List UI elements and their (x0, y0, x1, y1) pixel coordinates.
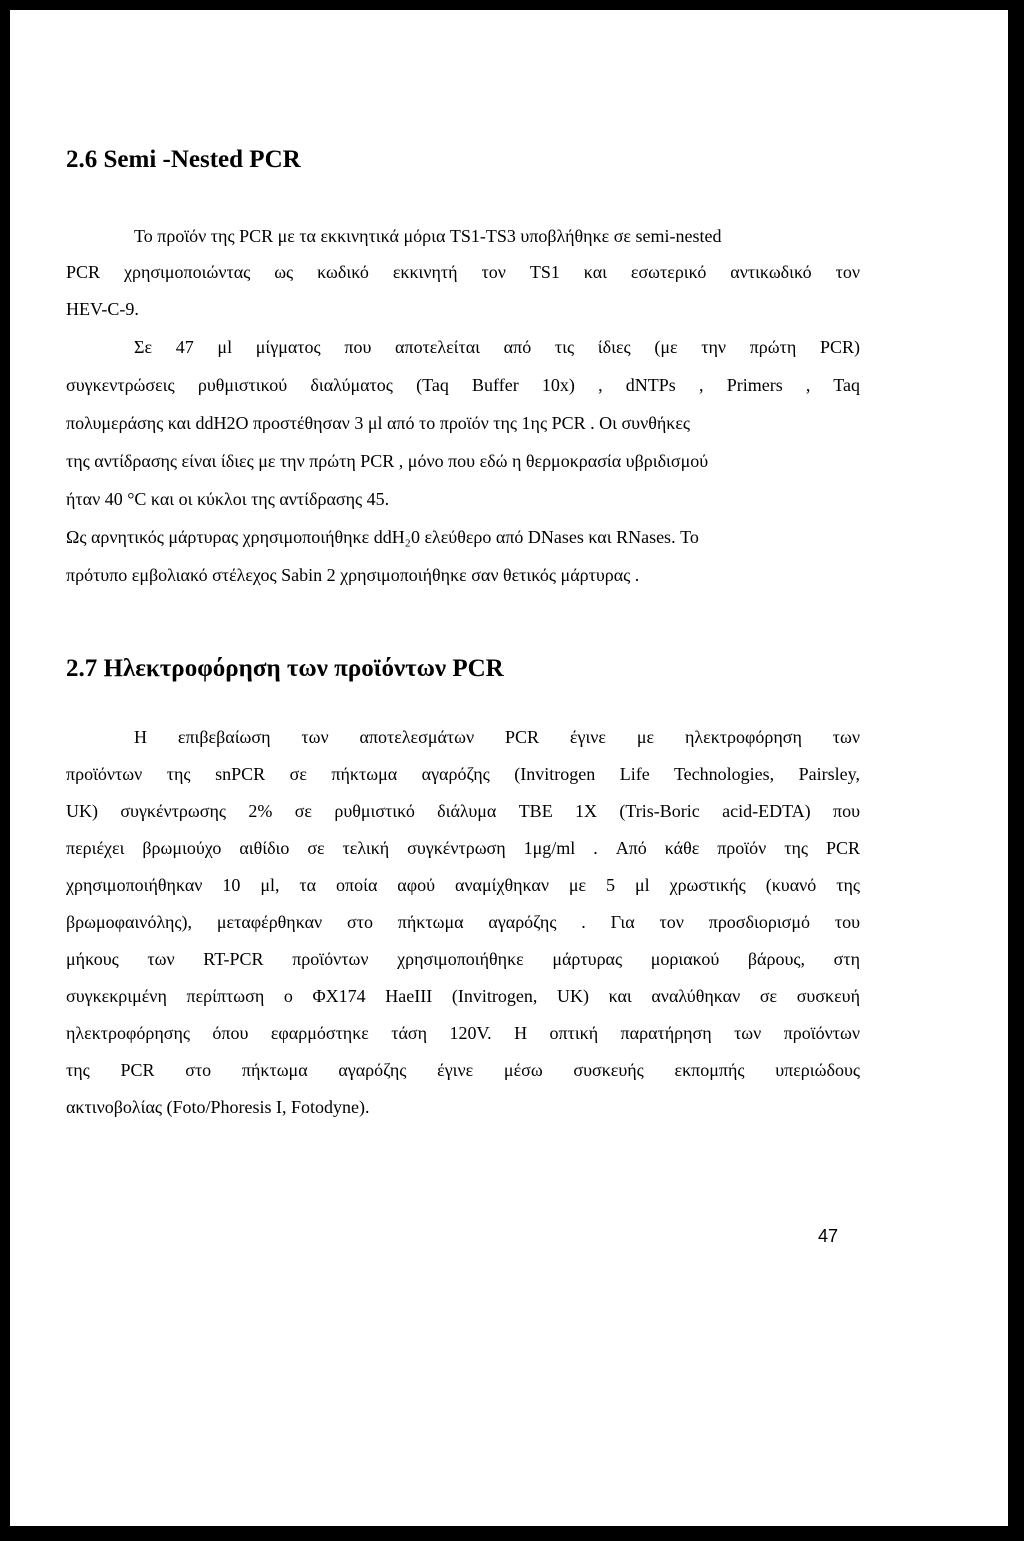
section-heading-2-6: 2.6 Semi -Nested PCR (66, 146, 301, 173)
paragraph-line: συγκεκριμένη περίπτωση ο ΦΧ174 HaeIII (Invitrogen, UK) και αναλύθηκαν σε συσκευή (66, 986, 860, 1006)
paragraph-line: χρησιμοποιήθηκαν 10 μl, τα οποία αφού αναμίχθηκαν με 5 μl χρωστικής (κυανό της (66, 875, 860, 895)
paragraph-line: πολυμεράσης και ddH2O προστέθησαν 3 μl από το προϊόν της 1ης PCR . Οι συνθήκες (66, 413, 691, 433)
paragraph-line: PCR χρησιμοποιώντας ως κωδικό εκκινητή τον TS1 και εσωτερικό αντικωδικό τον (66, 262, 860, 282)
paragraph-line: Η επιβεβαίωση των αποτελεσμάτων PCR έγινε με ηλεκτροφόρηση των (134, 727, 860, 747)
paragraph-line: προϊόντων της snPCR σε πήκτωμα αγαρόζης (Invitrogen Life Technologies, Pairsley, (66, 764, 860, 784)
paragraph-line: ηλεκτροφόρησης όπου εφαρμόστηκε τάση 120V. Η οπτική παρατήρηση των προϊόντων (66, 1023, 860, 1043)
paragraph-line: περιέχει βρωμιούχο αιθίδιο σε τελική συγκέντρωση 1μg/ml . Από κάθε προϊόν της PCR (66, 838, 860, 858)
paragraph-line: ακτινοβολίας (Foto/Phoresis I, Fotodyne). (66, 1097, 370, 1117)
paragraph-line: Ως αρνητικός μάρτυρας χρησιμοποιήθηκε ddH₂0 ελεύθερο από DNases και RNases. Το (66, 527, 699, 547)
paragraph-line: Σε 47 μl μίγματος που αποτελείται από τις ίδιες (με την πρώτη PCR) (134, 337, 860, 357)
paragraph-line: HEV-C-9. (66, 299, 139, 319)
paragraph-line: UK) συγκέντρωσης 2% σε ρυθμιστικό διάλυμα TBE 1X (Tris-Boric acid-EDTA) που (66, 801, 860, 821)
paragraph-line: μήκους των RT-PCR προϊόντων χρησιμοποιήθηκε μάρτυρας μοριακού βάρους, στη (66, 949, 860, 969)
paragraph-line: βρωμοφαινόλης), μεταφέρθηκαν στο πήκτωμα αγαρόζης . Για τον προσδιορισμό του (66, 912, 860, 932)
paragraph-line: της PCR στο πήκτωμα αγαρόζης έγινε μέσω συσκευής εκπομπής υπεριώδους (66, 1060, 860, 1080)
page-number: 47 (818, 1226, 839, 1246)
section-heading-2-7: 2.7 Ηλεκτροφόρηση των προϊόντων PCR (66, 655, 504, 682)
paragraph-line: της αντίδρασης είναι ίδιες με την πρώτη PCR , μόνο που εδώ η θερμοκρασία υβριδισμού (66, 451, 709, 471)
paragraph-line: ήταν 40 °C και οι κύκλοι της αντίδρασης 45. (66, 489, 390, 509)
paragraph-line: πρότυπο εμβολιακό στέλεχος Sabin 2 χρησιμοποιήθηκε σαν θετικός μάρτυρας . (66, 565, 640, 585)
document-page (10, 10, 1008, 1526)
paragraph-line: Το προϊόν της PCR με τα εκκινητικά μόρια TS1-TS3 υποβλήθηκε σε semi-nested (134, 226, 722, 246)
paragraph-line: συγκεντρώσεις ρυθμιστικού διαλύματος (Taq Buffer 10x) , dNTPs , Primers , Taq (66, 375, 860, 395)
